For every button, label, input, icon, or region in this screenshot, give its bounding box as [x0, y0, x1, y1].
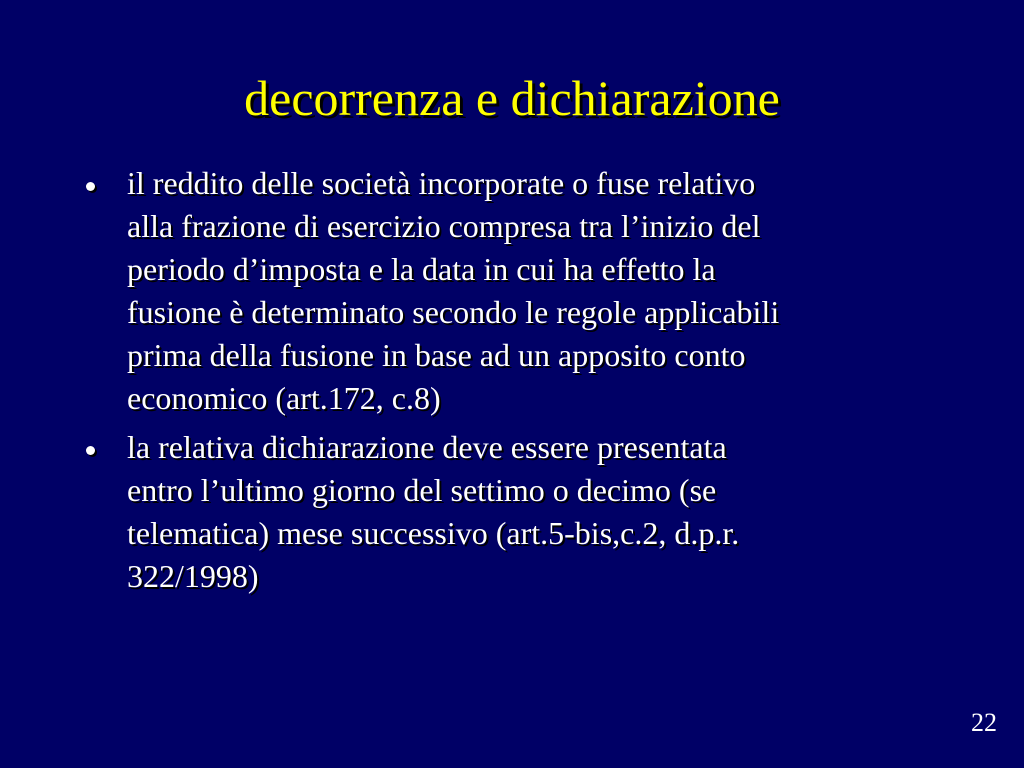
bullet-line: 322/1998): [127, 558, 259, 594]
bullet-line: il reddito delle società incorporate o fuse relativo: [127, 165, 756, 201]
bullet-line: periodo d’imposta e la data in cui ha effetto la: [127, 251, 716, 287]
bullet-item: [82, 426, 962, 598]
bullet-line: entro l’ultimo giorno del settimo o decimo (se: [127, 472, 717, 508]
bullet-dot-icon: [86, 446, 95, 455]
slide-title: decorrenza e dichiarazione: [244, 70, 780, 126]
bullet-line: telematica) mese successivo (art.5-bis,c.2, d.p.r.: [127, 515, 740, 551]
bullet-item: [82, 162, 962, 420]
bullet-line: prima della fusione in base ad un apposito conto: [127, 337, 746, 373]
bullet-line: la relativa dichiarazione deve essere presentata: [127, 429, 727, 465]
bullet-dot-icon: [86, 182, 95, 191]
bullet-text: [127, 426, 962, 598]
bullet-list: [82, 162, 962, 604]
bullet-line: alla frazione di esercizio compresa tra l’inizio del: [127, 208, 761, 244]
bullet-line: fusione è determinato secondo le regole applicabili: [127, 294, 780, 330]
page-number: 22: [971, 708, 997, 737]
bullet-text: [127, 162, 962, 420]
bullet-line: economico (art.172, c.8): [127, 380, 441, 416]
